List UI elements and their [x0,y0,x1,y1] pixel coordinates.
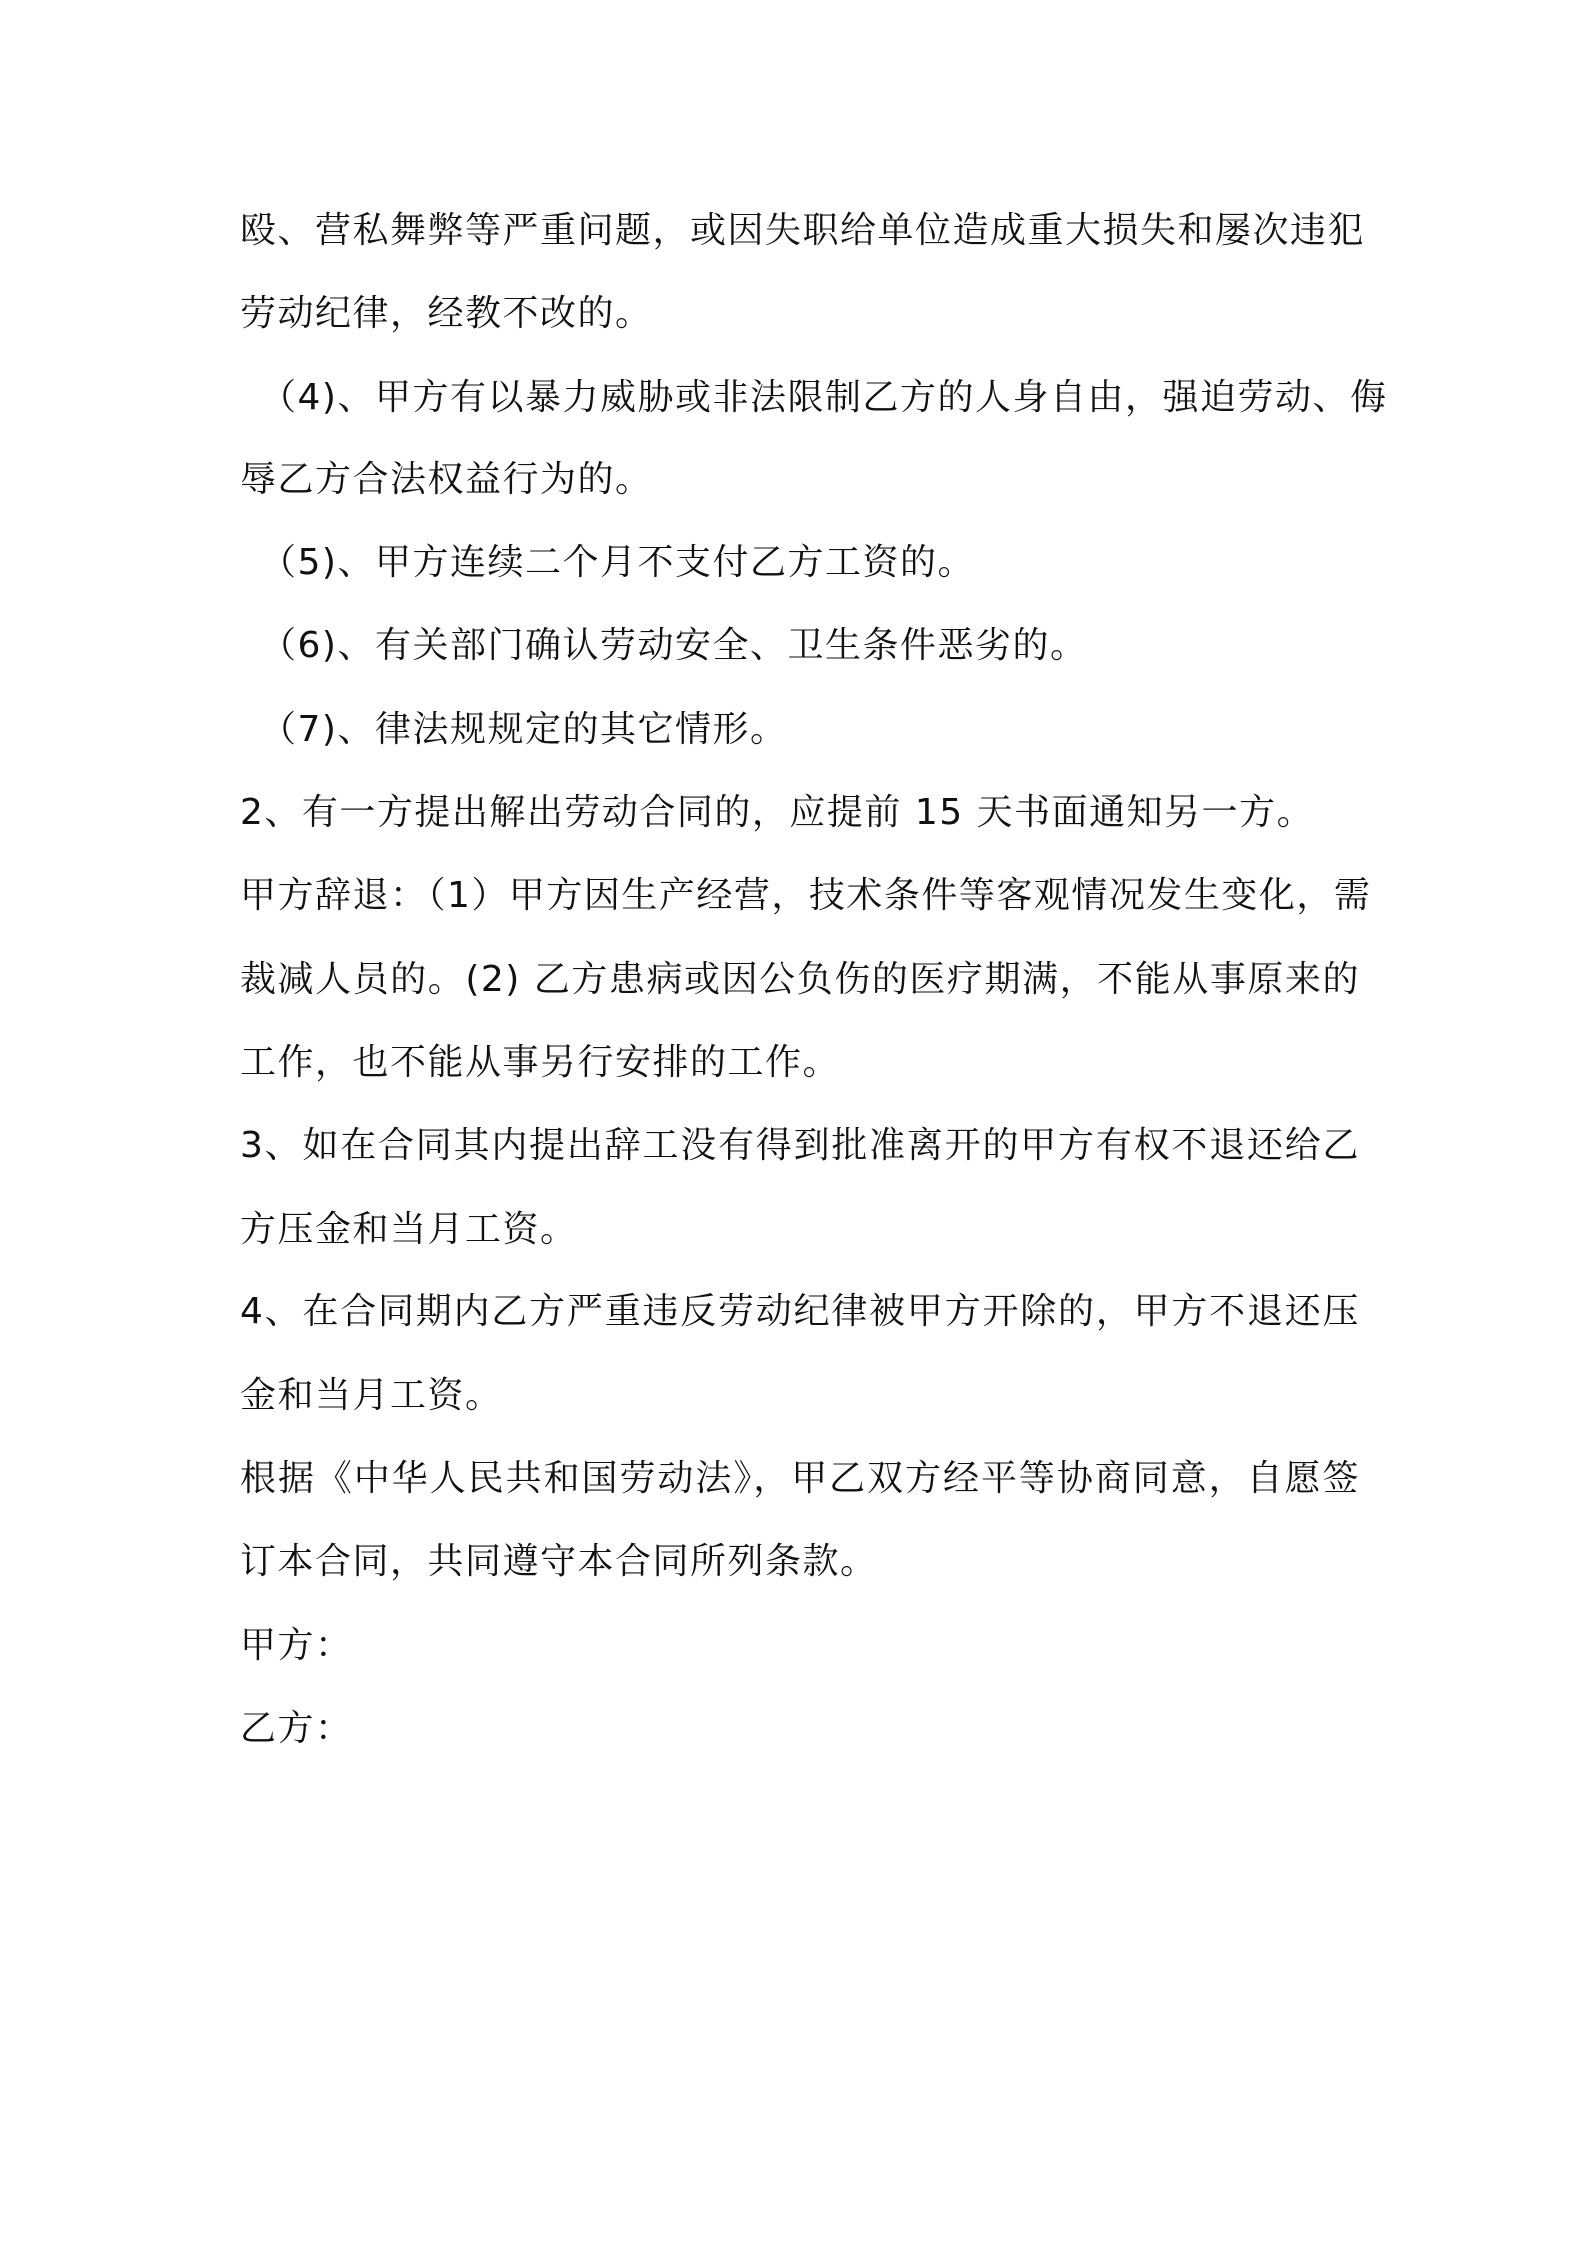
paragraph-line: 根据《中华人民共和国劳动法》，甲乙双方经平等协商同意，自愿签 [240,1458,1360,1499]
paragraph-line: 辱乙方合法权益行为的。 [240,459,653,500]
paragraph-line: 劳动纪律，经教不改的。 [240,293,653,334]
clause-line: （4)、甲方有以暴力威胁或非法限制乙方的人身自由，强迫劳动、侮 [260,377,1388,418]
clause-line: （5)、甲方连续二个月不支付乙方工资的。 [260,542,975,583]
party-b-label: 乙方： [240,1708,353,1749]
paragraph-line: 4、在合同期内乙方严重违反劳动纪律被甲方开除的，甲方不退还压 [240,1291,1360,1332]
clause-line: （6)、有关部门确认劳动安全、卫生条件恶劣的。 [260,625,1088,666]
clause-line: （7)、律法规规定的其它情形。 [260,709,788,750]
paragraph-line: 裁减人员的。(2) 乙方患病或因公负伤的医疗期满，不能从事原来的 [240,959,1360,1000]
paragraph-line: 订本合同，共同遵守本合同所列条款。 [240,1541,878,1582]
paragraph-line: 甲方辞退：（1）甲方因生产经营，技术条件等客观情况发生变化，需 [240,875,1372,916]
paragraph-line: 工作，也不能从事另行安排的工作。 [240,1042,841,1083]
paragraph-line: 殴、营私舞弊等严重问题，或因失职给单位造成重大损失和屡次违犯 [240,210,1366,251]
paragraph-line: 金和当月工资。 [240,1375,503,1416]
party-a-label: 甲方： [240,1625,353,1666]
paragraph-line: 方压金和当月工资。 [240,1209,578,1250]
paragraph-line: 3、如在合同其内提出辞工没有得到批准离开的甲方有权不退还给乙 [240,1125,1360,1166]
paragraph-line: 2、有一方提出解出劳动合同的，应提前 15 天书面通知另一方。 [240,792,1315,833]
